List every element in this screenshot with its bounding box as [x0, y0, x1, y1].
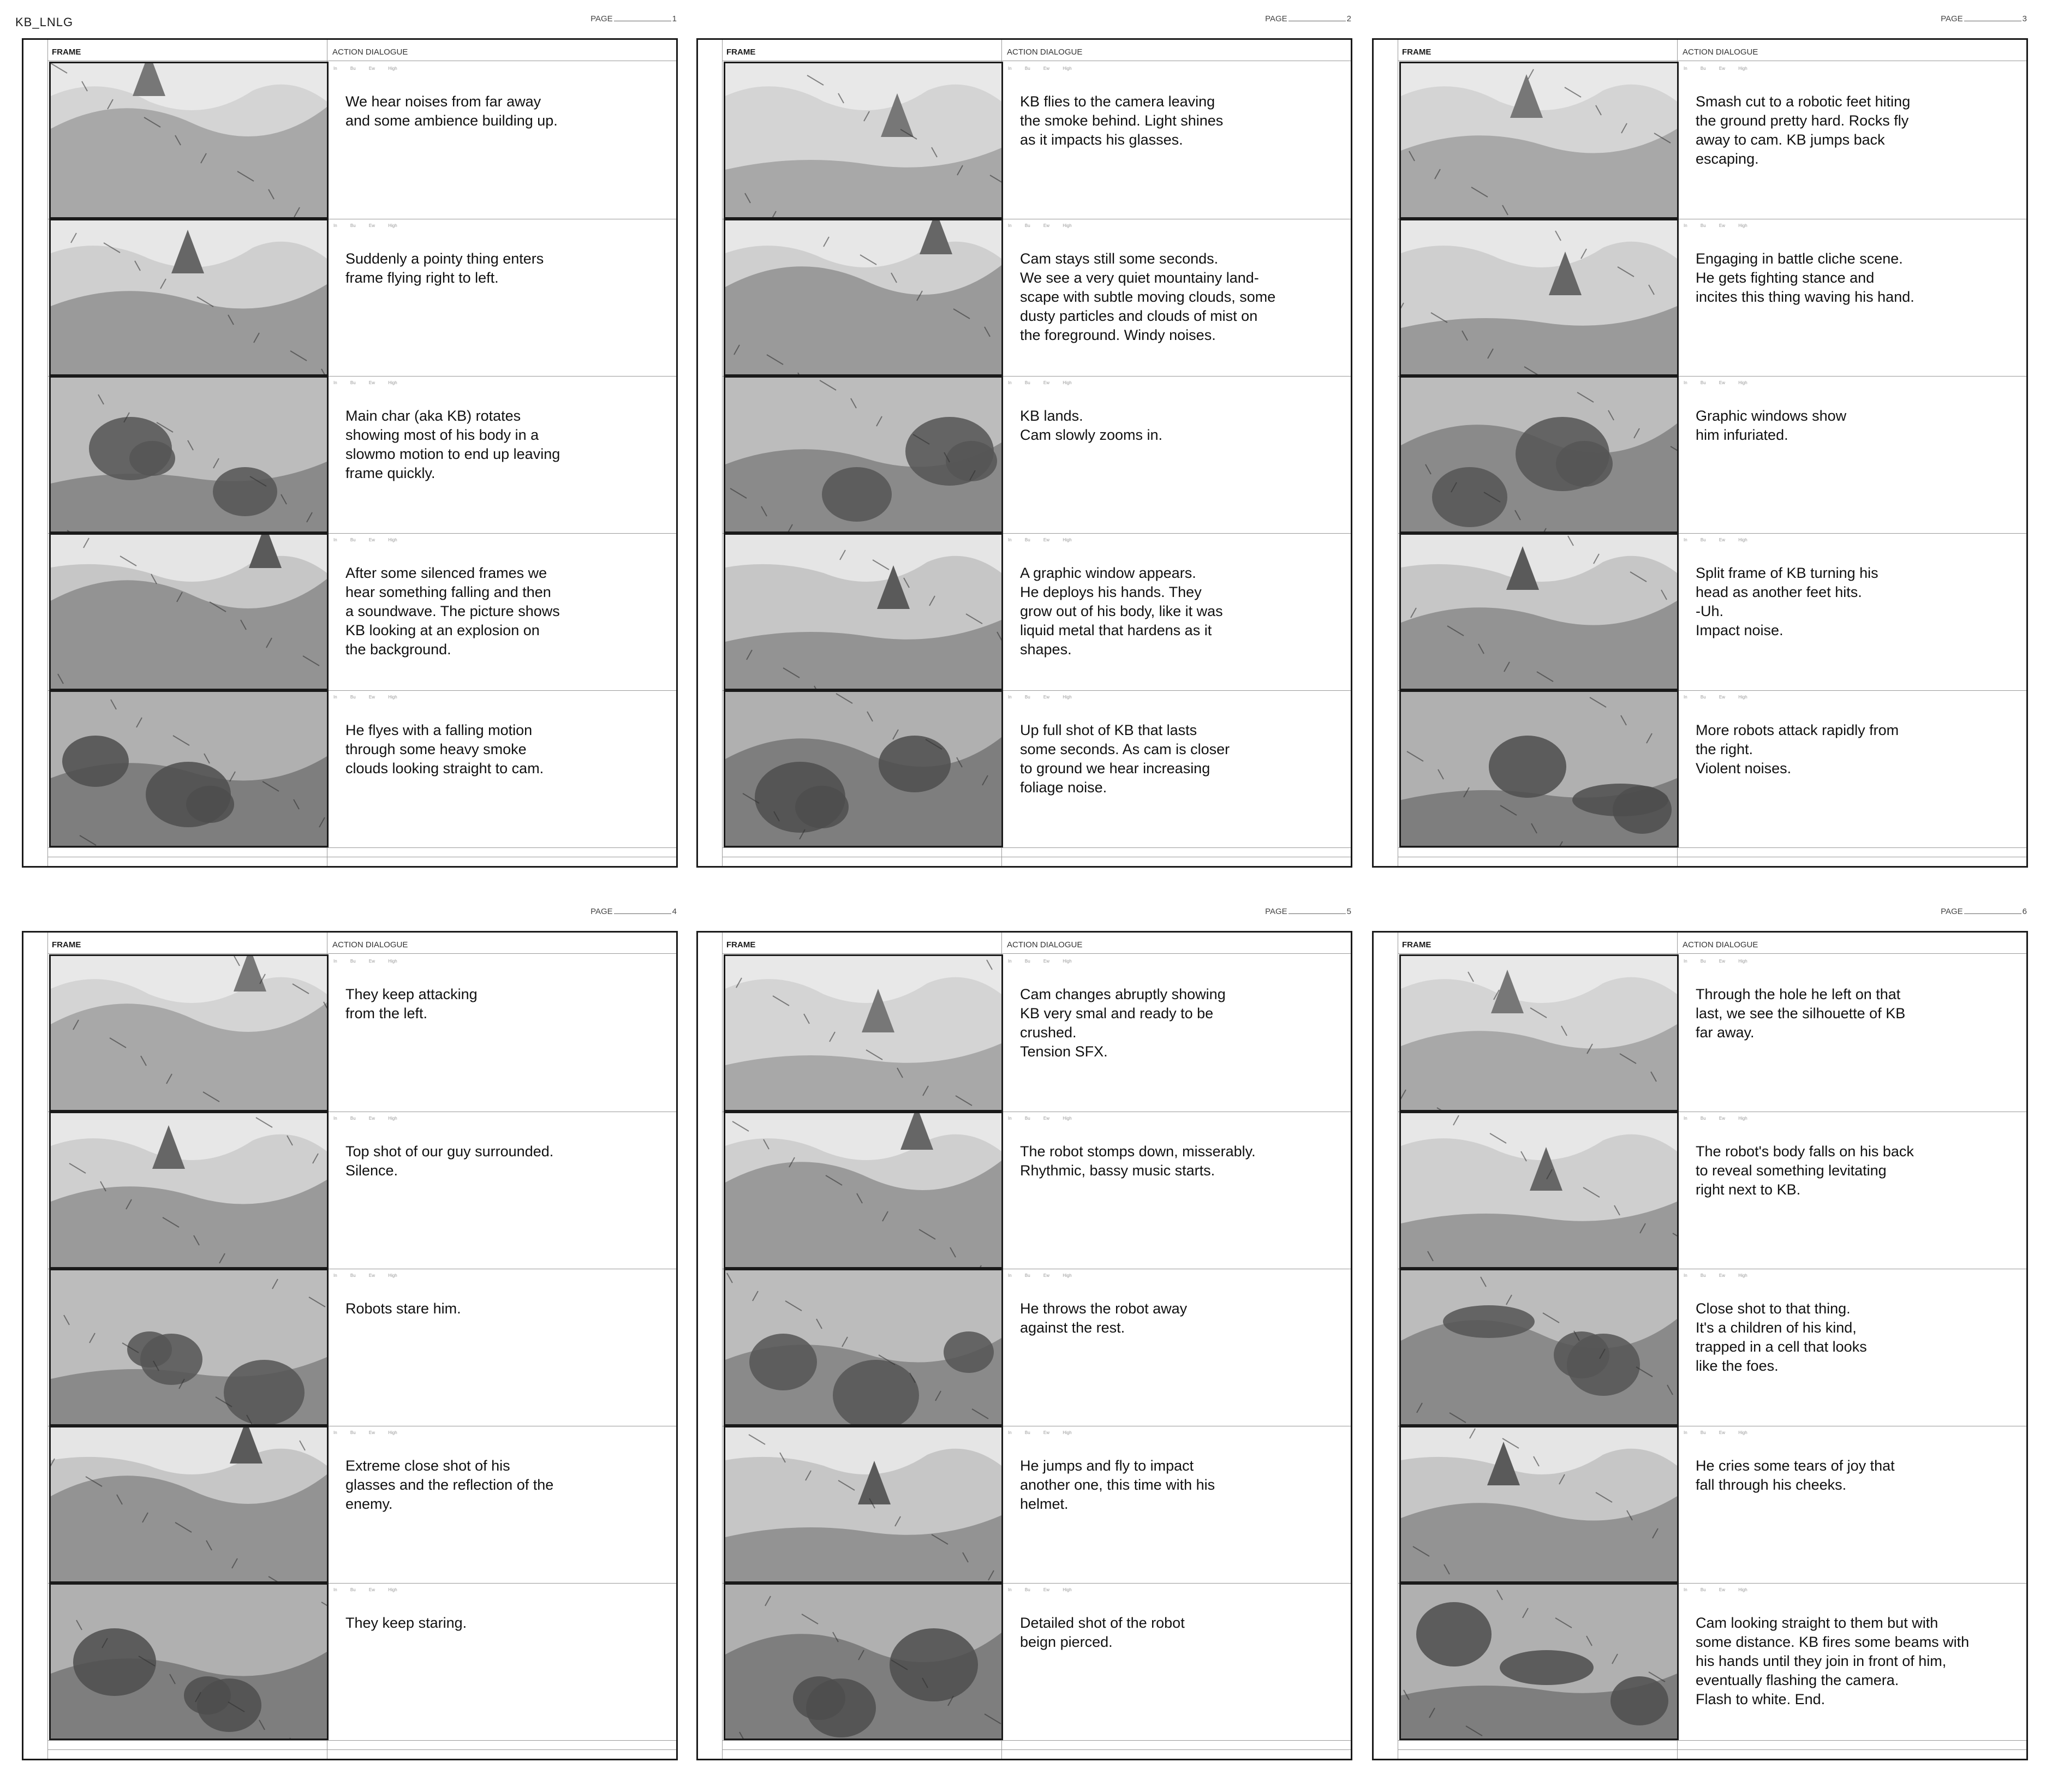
storyboard-row	[1398, 954, 2026, 1112]
action-dialogue-text: Engaging in battle cliche scene. He gets fighting stance and incites this thing waving his hand.	[1696, 250, 1914, 305]
page-prefix: PAGE	[1265, 14, 1287, 23]
shot-tags: In Bu Ew High	[1684, 1116, 1747, 1121]
shot-tags: In Bu Ew High	[1008, 1587, 1072, 1592]
shot-tags: In Bu Ew High	[1008, 66, 1072, 71]
action-column-header: ACTION DIALOGUE	[332, 47, 408, 57]
storyboard-table	[696, 38, 1352, 868]
frame-sketch	[49, 1269, 329, 1426]
action-dialogue-text: Through the hole he left on that last, we see the silhouette of KB far away.	[1696, 986, 1906, 1041]
storyboard-row	[722, 1269, 1351, 1426]
storyboard-sheet	[22, 907, 677, 1765]
frame-sketch	[49, 1112, 329, 1269]
frame-sketch	[1399, 954, 1679, 1112]
frame-column-header: FRAME	[726, 940, 756, 949]
page-prefix: PAGE	[1265, 907, 1287, 916]
margin-strip	[698, 933, 723, 1759]
page-number: 5	[1346, 907, 1351, 916]
action-dialogue-text: Cam stays still some seconds. We see a very quiet mountainy land- scape with subtle moving clouds, some dusty particles and clouds of mist on the foreground. Windy noises.	[1020, 250, 1276, 343]
frame-sketch	[1399, 1426, 1679, 1583]
action-column-header: ACTION DIALOGUE	[1007, 940, 1083, 949]
frame-sketch	[49, 533, 329, 690]
frame-sketch	[724, 62, 1003, 219]
margin-strip	[1374, 933, 1398, 1759]
storyboard-row	[722, 376, 1351, 534]
page-number: 6	[2022, 907, 2027, 916]
action-dialogue-text: He flyes with a falling motion through some heavy smoke clouds looking straight to cam.	[345, 722, 544, 776]
shot-tags: In Bu Ew High	[333, 695, 397, 700]
shot-tags: In Bu Ew High	[333, 66, 397, 71]
shot-tags: In Bu Ew High	[1684, 1430, 1747, 1435]
action-dialogue-text: The robot stomps down, misserably. Rhythmic, bassy music starts.	[1020, 1143, 1256, 1179]
frame-sketch	[724, 690, 1003, 847]
page-number-label	[1941, 907, 2027, 916]
storyboard-table	[22, 931, 678, 1760]
frame-sketch	[49, 690, 329, 847]
frame-sketch	[724, 1583, 1003, 1740]
page-number-underline	[614, 913, 671, 914]
margin-strip	[23, 40, 48, 866]
storyboard-row	[47, 954, 676, 1112]
shot-tags: In Bu Ew High	[1008, 537, 1072, 542]
frame-column-header: FRAME	[52, 47, 81, 57]
action-dialogue-text: He jumps and fly to impact another one, this time with his helmet.	[1020, 1458, 1215, 1512]
action-dialogue-text: Extreme close shot of his glasses and the reflection of the enemy.	[345, 1458, 554, 1512]
storyboard-row	[722, 533, 1351, 691]
storyboard-row	[722, 62, 1351, 219]
storyboard-sheet	[696, 14, 1351, 872]
storyboard-row	[722, 1426, 1351, 1584]
frame-sketch	[49, 219, 329, 376]
frame-sketch	[724, 1426, 1003, 1583]
page-number: 1	[672, 14, 677, 23]
page-number: 3	[2022, 14, 2027, 23]
storyboard-row	[47, 690, 676, 848]
action-dialogue-text: KB flies to the camera leaving the smoke behind. Light shines as it impacts his glasses.	[1020, 93, 1224, 148]
action-dialogue-text: Suddenly a pointy thing enters frame flying right to left.	[345, 250, 544, 286]
storyboard-row	[722, 1112, 1351, 1269]
frame-sketch	[49, 954, 329, 1112]
shot-tags: In Bu Ew High	[1008, 380, 1072, 385]
shot-tags: In Bu Ew High	[1684, 537, 1747, 542]
storyboard-row	[1398, 1269, 2026, 1426]
frame-sketch	[1399, 1112, 1679, 1269]
footer-divider	[722, 1749, 1351, 1750]
shot-tags: In Bu Ew High	[333, 959, 397, 964]
page-prefix: PAGE	[590, 907, 613, 916]
storyboard-row	[1398, 1112, 2026, 1269]
frame-column-header: FRAME	[52, 940, 81, 949]
action-column-header: ACTION DIALOGUE	[1007, 47, 1083, 57]
storyboard-sheet	[696, 907, 1351, 1765]
storyboard-table	[1372, 38, 2028, 868]
shot-tags: In Bu Ew High	[1008, 223, 1072, 228]
page-number-underline	[1964, 913, 2021, 914]
margin-strip	[23, 933, 48, 1759]
storyboard-table	[696, 931, 1352, 1760]
shot-tags: In Bu Ew High	[1008, 959, 1072, 964]
frame-column-header: FRAME	[726, 47, 756, 57]
action-dialogue-text: The robot's body falls on his back to reveal something levitating right next to KB.	[1696, 1143, 1914, 1198]
action-dialogue-text: Split frame of KB turning his head as another feet hits. -Uh. Impact noise.	[1696, 565, 1878, 638]
frame-sketch	[724, 533, 1003, 690]
margin-strip	[1374, 40, 1398, 866]
action-dialogue-text: Cam looking straight to them but with some distance. KB fires some beams with his hands until they join in front of him, eventually flashing the camera. Flash to white. End.	[1696, 1615, 1970, 1707]
action-column-header: ACTION DIALOGUE	[1683, 940, 1758, 949]
footer-divider	[1398, 1749, 2026, 1750]
shot-tags: In Bu Ew High	[1684, 1273, 1747, 1278]
shot-tags: In Bu Ew High	[333, 1587, 397, 1592]
storyboard-row	[1398, 62, 2026, 219]
storyboard-table	[22, 38, 678, 868]
shot-tags: In Bu Ew High	[333, 1273, 397, 1278]
shot-tags: In Bu Ew High	[1008, 1273, 1072, 1278]
shot-tags: In Bu Ew High	[1684, 66, 1747, 71]
page-prefix: PAGE	[1941, 907, 1963, 916]
shot-tags: In Bu Ew High	[333, 537, 397, 542]
storyboard-table	[1372, 931, 2028, 1760]
storyboard-row	[722, 954, 1351, 1112]
storyboard-row	[47, 1269, 676, 1426]
frame-sketch	[724, 1269, 1003, 1426]
frame-sketch	[724, 1112, 1003, 1269]
shot-tags: In Bu Ew High	[333, 380, 397, 385]
page-number-label	[1265, 14, 1351, 23]
frame-sketch	[1399, 376, 1679, 533]
shot-tags: In Bu Ew High	[1684, 695, 1747, 700]
shot-tags: In Bu Ew High	[1008, 1116, 1072, 1121]
storyboard-row	[1398, 376, 2026, 534]
shot-tags: In Bu Ew High	[333, 1430, 397, 1435]
storyboard-row	[1398, 219, 2026, 377]
frame-sketch	[49, 376, 329, 533]
page-number-label	[1941, 14, 2027, 23]
frame-sketch	[49, 1426, 329, 1583]
frame-sketch	[724, 219, 1003, 376]
storyboard-row	[722, 690, 1351, 848]
frame-sketch	[1399, 1269, 1679, 1426]
storyboard-row	[1398, 1583, 2026, 1741]
storyboard-row	[47, 1426, 676, 1584]
frame-sketch	[724, 954, 1003, 1112]
page-number-label	[1265, 907, 1351, 916]
header-divider	[1398, 953, 2026, 954]
document-title: KB_LNLG	[15, 15, 74, 29]
action-dialogue-text: He cries some tears of joy that fall through his cheeks.	[1696, 1458, 1895, 1493]
action-dialogue-text: Cam changes abruptly showing KB very smal and ready to be crushed. Tension SFX.	[1020, 986, 1226, 1060]
frame-sketch	[49, 1583, 329, 1740]
frame-sketch	[1399, 690, 1679, 847]
frame-sketch	[1399, 219, 1679, 376]
page-number-label	[590, 907, 677, 916]
frame-column-header: FRAME	[1402, 47, 1431, 57]
page-number-label	[590, 14, 677, 23]
action-dialogue-text: Close shot to that thing. It's a children of his kind, trapped in a cell that looks like the foes.	[1696, 1300, 1867, 1374]
page-number: 4	[672, 907, 677, 916]
action-dialogue-text: Graphic windows show him infuriated.	[1696, 408, 1847, 443]
shot-tags: In Bu Ew High	[1684, 380, 1747, 385]
storyboard-row	[47, 1112, 676, 1269]
action-column-header: ACTION DIALOGUE	[332, 940, 408, 949]
storyboard-row	[47, 62, 676, 219]
shot-tags: In Bu Ew High	[1684, 1587, 1747, 1592]
page-prefix: PAGE	[590, 14, 613, 23]
action-dialogue-text: Smash cut to a robotic feet hiting the ground pretty hard. Rocks fly away to cam. KB jumps back escaping.	[1696, 93, 1911, 167]
page-number: 2	[1346, 14, 1351, 23]
action-dialogue-text: He throws the robot away against the rest.	[1020, 1300, 1188, 1336]
storyboard-row	[722, 219, 1351, 377]
action-dialogue-text: A graphic window appears. He deploys his hands. They grow out of his body, like it was liquid metal that hardens as it shapes.	[1020, 565, 1223, 658]
action-dialogue-text: After some silenced frames we hear something falling and then a soundwave. The picture shows KB looking at an explosion on the background.	[345, 565, 560, 658]
storyboard-sheet	[1372, 14, 2027, 872]
action-dialogue-text: Up full shot of KB that lasts some seconds. As cam is closer to ground we hear increasing foliage noise.	[1020, 722, 1230, 796]
frame-column-header: FRAME	[1402, 940, 1431, 949]
action-dialogue-text: They keep staring.	[345, 1615, 467, 1631]
page-number-underline	[1289, 913, 1346, 914]
shot-tags: In Bu Ew High	[333, 223, 397, 228]
action-dialogue-text: Detailed shot of the robot beign pierced.	[1020, 1615, 1185, 1650]
action-dialogue-text: KB lands. Cam slowly zooms in.	[1020, 408, 1163, 443]
shot-tags: In Bu Ew High	[1008, 1430, 1072, 1435]
action-dialogue-text: Top shot of our guy surrounded. Silence.	[345, 1143, 554, 1179]
shot-tags: In Bu Ew High	[333, 1116, 397, 1121]
action-column-header: ACTION DIALOGUE	[1683, 47, 1758, 57]
frame-sketch	[1399, 62, 1679, 219]
shot-tags: In Bu Ew High	[1008, 695, 1072, 700]
action-dialogue-text: More robots attack rapidly from the right. Violent noises.	[1696, 722, 1899, 776]
header-divider	[722, 953, 1351, 954]
storyboard-row	[1398, 533, 2026, 691]
margin-strip	[698, 40, 723, 866]
action-dialogue-text: They keep attacking from the left.	[345, 986, 478, 1022]
action-dialogue-text: Main char (aka KB) rotates showing most of his body in a slowmo motion to end up leaving frame quickly.	[345, 408, 560, 481]
action-dialogue-text: Robots stare him.	[345, 1300, 461, 1317]
shot-tags: In Bu Ew High	[1684, 223, 1747, 228]
storyboard-row	[1398, 690, 2026, 848]
storyboard-row	[47, 376, 676, 534]
storyboard-sheet	[1372, 907, 2027, 1765]
storyboard-row	[47, 1583, 676, 1741]
action-dialogue-text: We hear noises from far away and some ambience building up.	[345, 93, 558, 129]
frame-sketch	[49, 62, 329, 219]
storyboard-row	[1398, 1426, 2026, 1584]
header-divider	[47, 953, 676, 954]
storyboard-row	[722, 1583, 1351, 1741]
frame-sketch	[1399, 1583, 1679, 1740]
storyboard-row	[47, 219, 676, 377]
frame-sketch	[724, 376, 1003, 533]
footer-divider	[47, 1749, 676, 1750]
page-prefix: PAGE	[1941, 14, 1963, 23]
frame-sketch	[1399, 533, 1679, 690]
shot-tags: In Bu Ew High	[1684, 959, 1747, 964]
storyboard-row	[47, 533, 676, 691]
